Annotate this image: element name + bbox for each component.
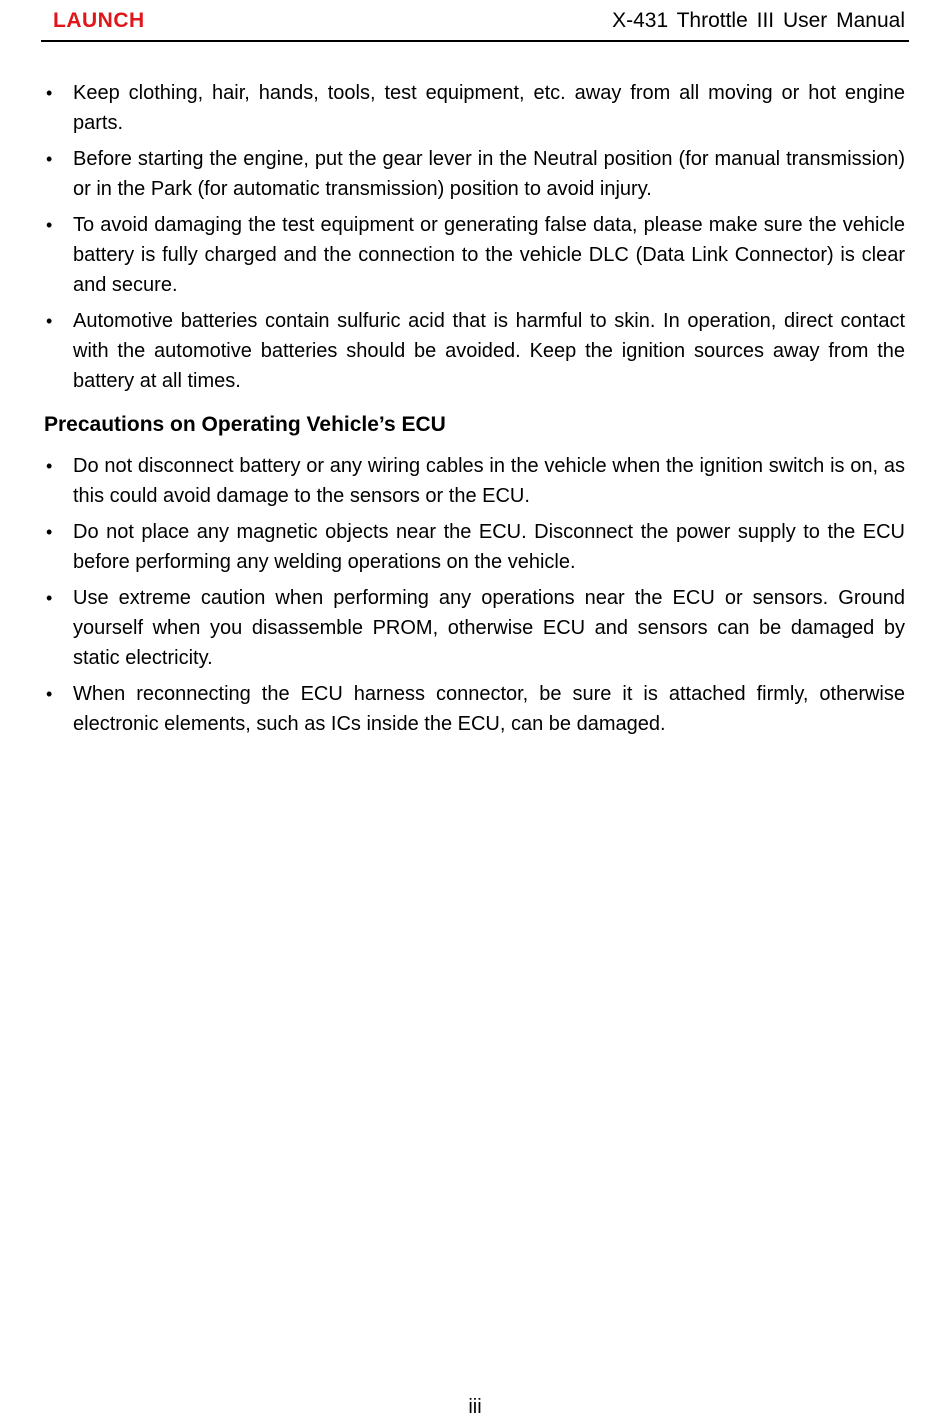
bullet-icon: • bbox=[46, 684, 53, 704]
safety-list bbox=[44, 78, 905, 396]
list-item-text: Automotive batteries contain sulfuric acid that is harmful to skin. In operation, direct contact with the automotive batteries should be avoided. Keep the ignition sources away from the battery at all times. bbox=[73, 310, 905, 392]
list-item-text: To avoid damaging the test equipment or generating false data, please make sure the vehicle battery is fully charged and the connection to the vehicle DLC (Data Link Connector) is clear and secure. bbox=[73, 214, 905, 296]
bullet-icon: • bbox=[46, 149, 53, 169]
bullet-icon: • bbox=[46, 456, 53, 476]
list-item bbox=[44, 679, 905, 739]
bullet-icon: • bbox=[46, 311, 53, 331]
list-item bbox=[44, 517, 905, 577]
list-item-text: Do not disconnect battery or any wiring cables in the vehicle when the ignition switch is on, as this could avoid damage to the sensors or the ECU. bbox=[73, 455, 905, 507]
page-header bbox=[41, 0, 909, 42]
bullet-icon: • bbox=[46, 83, 53, 103]
list-item-text: Before starting the engine, put the gear lever in the Neutral position (for manual transmission) or in the Park (for automatic transmission) position to avoid injury. bbox=[73, 148, 905, 200]
list-item-text: When reconnecting the ECU harness connector, be sure it is attached firmly, otherwise electronic elements, such as ICs inside the ECU, can be damaged. bbox=[73, 683, 905, 735]
page-content bbox=[44, 78, 905, 745]
list-item bbox=[44, 451, 905, 511]
page-number: iii bbox=[468, 1396, 482, 1418]
bullet-icon: • bbox=[46, 588, 53, 608]
list-item-text: Do not place any magnetic objects near the ECU. Disconnect the power supply to the ECU before performing any welding operations on the vehicle. bbox=[73, 521, 905, 573]
document-title: X-431 Throttle III User Manual bbox=[612, 9, 905, 32]
list-item bbox=[44, 144, 905, 204]
list-item-text: Keep clothing, hair, hands, tools, test equipment, etc. away from all moving or hot engine parts. bbox=[73, 82, 905, 134]
list-item bbox=[44, 583, 905, 673]
bullet-icon: • bbox=[46, 215, 53, 235]
brand-logo: LAUNCH bbox=[53, 9, 145, 32]
bullet-icon: • bbox=[46, 522, 53, 542]
list-item bbox=[44, 306, 905, 396]
list-item bbox=[44, 210, 905, 300]
ecu-precautions-list bbox=[44, 451, 905, 739]
list-item-text: Use extreme caution when performing any operations near the ECU or sensors. Ground yourself when you disassemble PROM, otherwise ECU and sensors can be damaged by static electricity. bbox=[73, 587, 905, 669]
list-item bbox=[44, 78, 905, 138]
section-heading: Precautions on Operating Vehicle’s ECU bbox=[44, 413, 446, 436]
